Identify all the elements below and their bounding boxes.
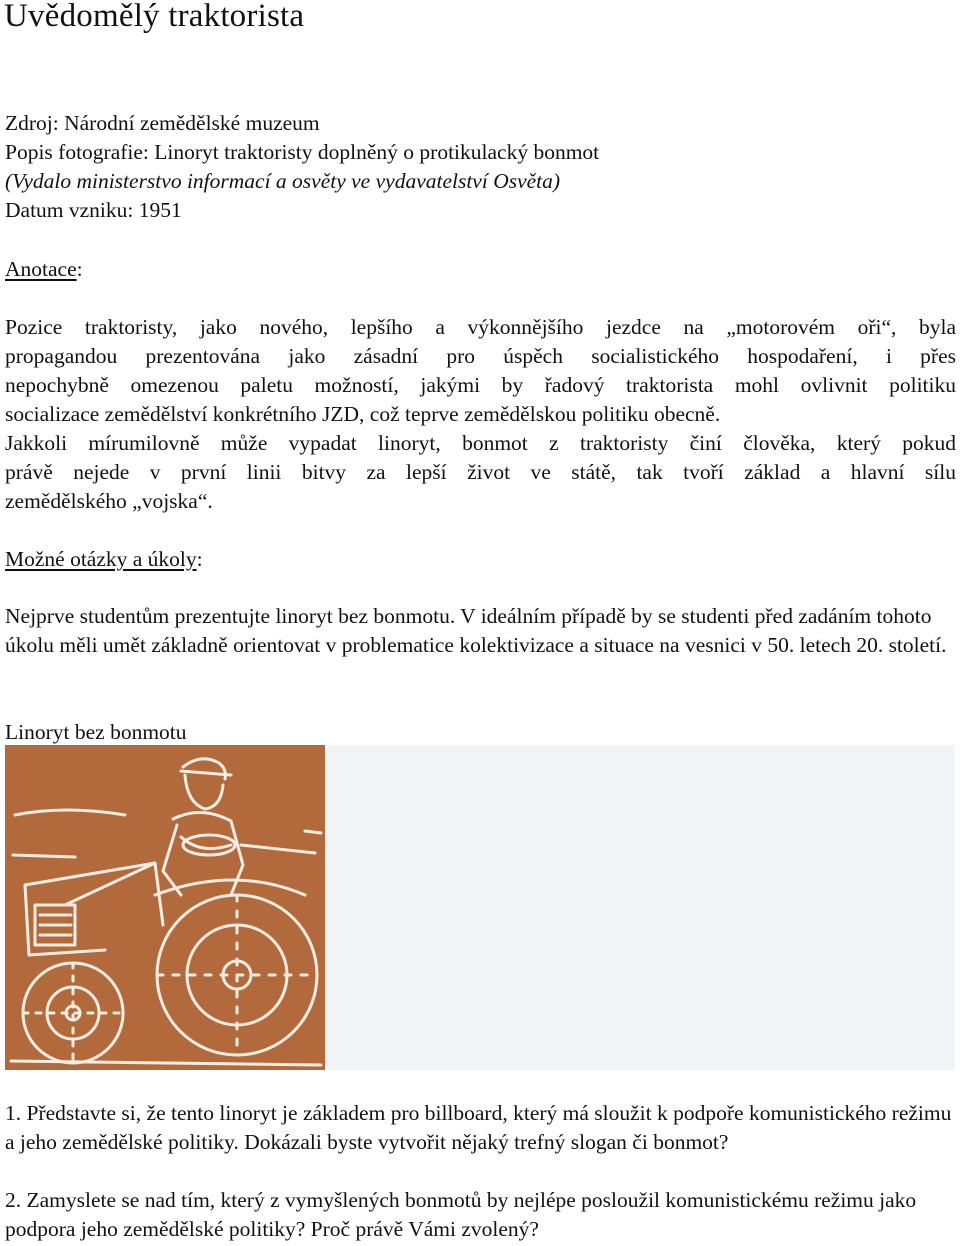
question-item: 2. Zamyslete se nad tím, který z vymyšlených bonmotů by nejlépe posloužil komunistickému režimu jako podpora jeho zemědělské politiky? Proč právě Vámi zvolený? (5, 1188, 917, 1241)
annotation-p2-line: zemědělského „vojska“. (5, 489, 213, 513)
annotation-p1-line: propagandou prezentována jako zásadní pro úspěch socialistického hospodaření, i přes (5, 344, 956, 368)
annotation-heading-row (5, 255, 83, 284)
date-line: Datum vzniku: 1951 (5, 198, 182, 222)
colon: : (76, 257, 83, 281)
linocut-image-frame (5, 745, 955, 1070)
image-caption: Linoryt bez bonmotu (5, 720, 187, 744)
annotation-p2-line: Jakkoli mírumilovně může vypadat linoryt, bonmot z traktoristy činí člověka, který pokud (5, 431, 956, 455)
annotation-p1-line: socializace zemědělství konkrétního JZD, což teprve zemědělskou politiku obecně. (5, 402, 721, 426)
questions-heading-row (5, 545, 203, 574)
publisher-line: (Vydalo ministerstvo informací a osvěty ve vydavatelství Osvěta) (5, 169, 561, 193)
colon: : (196, 547, 203, 571)
annotation-p2-line: právě nejede v první linii bitvy za lepší život ve státě, tak tvoří základ a hlavní sílu (5, 460, 956, 484)
tractor-linocut-image (5, 745, 325, 1070)
question-item: 1. Představte si, že tento linoryt je základem pro billboard, který má sloužit k podpoře komunistického režimu a jeho zemědělské politiky. Dokázali byste vytvořit nějaký trefný slogan či bonmot? (5, 1101, 952, 1154)
description-line: Popis fotografie: Linoryt traktoristy doplněný o protikulacký bonmot (5, 140, 600, 164)
annotation-p1-line: nepochybně omezenou paletu možností, jakými by řadový traktorista mohl ovlivnit politiku (5, 373, 956, 397)
annotation-p1-line: Pozice traktoristy, jako nového, lepšího a výkonnějšího jezdce na „motorovém oři“, byla (5, 315, 956, 339)
questions-heading: Možné otázky a úkoly (5, 547, 197, 571)
page-title: Uvědomělý traktorista (4, 0, 305, 34)
questions-intro: Nejprve studentům prezentujte linoryt bez bonmotu. V ideálním případě by se studenti před zadáním tohoto úkolu měli umět základně orientovat v problematice kolektivizace a situace na vesnici v 50. letech 20. století. (5, 604, 947, 657)
source-line: Zdroj: Národní zemědělské muzeum (5, 111, 320, 135)
annotation-heading: Anotace (5, 257, 77, 281)
